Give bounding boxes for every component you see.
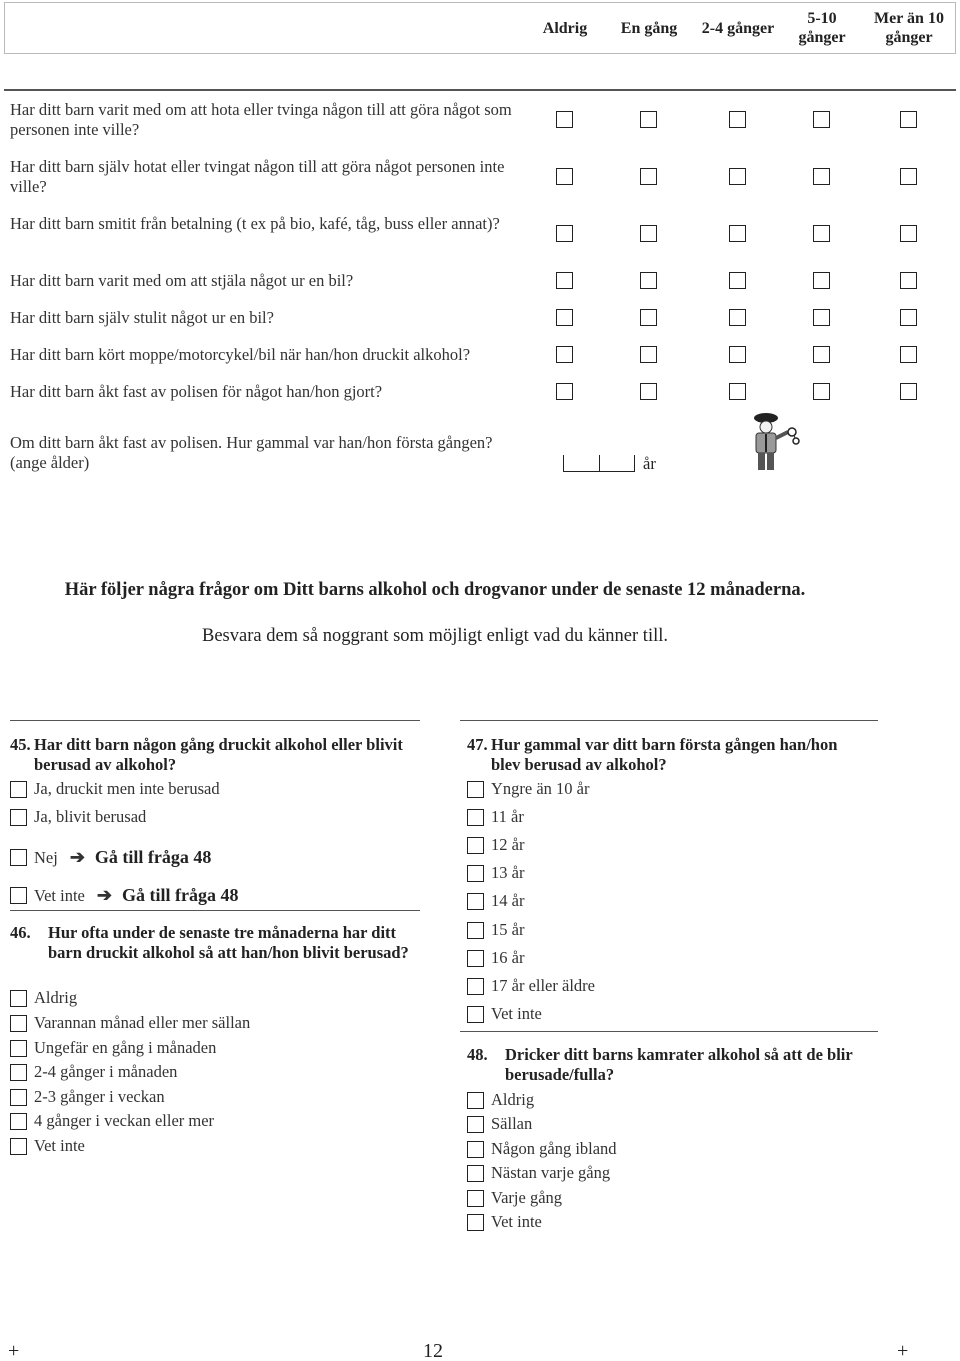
q47-option-17-plus[interactable]: 17 år eller äldre bbox=[467, 976, 595, 996]
checkbox[interactable] bbox=[467, 837, 484, 854]
checkbox[interactable] bbox=[10, 887, 27, 904]
q47-option-14[interactable]: 14 år bbox=[467, 891, 524, 911]
question-number: 45. bbox=[10, 735, 31, 754]
checkbox[interactable] bbox=[10, 1113, 27, 1130]
q47-option-under-10[interactable]: Yngre än 10 år bbox=[467, 779, 590, 799]
question-age-first-caught: Om ditt barn åkt fast av polisen. Hur gammal var han/hon första gången? (ange ålder) bbox=[10, 433, 493, 472]
q47-option-15[interactable]: 15 år bbox=[467, 920, 524, 940]
q48-option-always[interactable]: Varje gång bbox=[467, 1188, 562, 1208]
column-header-5-10: 5-10 gånger bbox=[798, 10, 846, 46]
checkbox[interactable] bbox=[10, 849, 27, 866]
checkbox[interactable] bbox=[900, 309, 917, 326]
question-text: Har ditt barn någon gång druckit alkohol eller blivit berusad av alkohol? bbox=[34, 735, 403, 774]
checkbox[interactable] bbox=[10, 1015, 27, 1032]
checkbox[interactable] bbox=[467, 978, 484, 995]
checkbox[interactable] bbox=[729, 346, 746, 363]
column-header-once: En gång bbox=[620, 19, 678, 37]
q46-option-2-3-weekly[interactable]: 2-3 gånger i veckan bbox=[10, 1087, 165, 1107]
q45-option-intoxicated[interactable]: Ja, blivit berusad bbox=[10, 807, 146, 827]
question-skip-payment: Har ditt barn smitit från betalning (t ex på bio, kafé, tåg, buss eller annat)? bbox=[10, 214, 500, 233]
question-car-theft-self: Har ditt barn själv stulit något ur en bil? bbox=[10, 308, 274, 327]
column-header-never: Aldrig bbox=[542, 19, 588, 37]
question-threaten-others-with: Har ditt barn varit med om att hota eller tvinga någon till att göra något som personen inte ville? bbox=[10, 100, 512, 139]
checkbox[interactable] bbox=[729, 168, 746, 185]
section-subtitle: Besvara dem så noggrant som möjligt enligt vad du känner till. bbox=[201, 626, 668, 646]
question-drunk-driving: Har ditt barn kört moppe/motorcykel/bil när han/hon druckit alkohol? bbox=[10, 345, 471, 364]
checkbox[interactable] bbox=[10, 1089, 27, 1106]
question-caught-by-police: Har ditt barn åkt fast av polisen för något han/hon gjort? bbox=[10, 382, 383, 401]
q47-option-12[interactable]: 12 år bbox=[467, 835, 524, 855]
section-title: Här följer några frågor om Ditt barns alkohol och drogvanor under de senaste 12 månaderna. bbox=[64, 580, 806, 600]
checkbox[interactable] bbox=[813, 383, 830, 400]
checkbox[interactable] bbox=[467, 1006, 484, 1023]
question-number: 46. bbox=[10, 923, 31, 942]
checkbox[interactable] bbox=[640, 272, 657, 289]
question-car-theft-with: Har ditt barn varit med om att stjäla något ur en bil? bbox=[10, 271, 354, 290]
question-number: 47. bbox=[467, 735, 488, 754]
checkbox[interactable] bbox=[10, 1040, 27, 1057]
divider bbox=[10, 720, 420, 721]
checkbox[interactable] bbox=[467, 781, 484, 798]
q45-option-no[interactable]: Nej ➔ Gå till fråga 48 bbox=[10, 847, 211, 868]
checkbox[interactable] bbox=[813, 346, 830, 363]
checkbox[interactable] bbox=[729, 309, 746, 326]
checkbox[interactable] bbox=[467, 922, 484, 939]
arrow-right-icon: ➔ bbox=[96, 885, 112, 905]
checkbox[interactable] bbox=[467, 893, 484, 910]
checkbox[interactable] bbox=[467, 1092, 484, 1109]
checkbox[interactable] bbox=[467, 865, 484, 882]
q47-option-16[interactable]: 16 år bbox=[467, 948, 524, 968]
checkbox[interactable] bbox=[640, 111, 657, 128]
age-digit-field-2[interactable] bbox=[599, 455, 635, 472]
question-text: Dricker ditt barns kamrater alkohol så att de blir berusade/fulla? bbox=[505, 1045, 853, 1084]
q46-option-never[interactable]: Aldrig bbox=[10, 988, 77, 1008]
question-text: Hur gammal var ditt barn första gången han/hon blev berusad av alkohol? bbox=[491, 735, 838, 774]
checkbox[interactable] bbox=[640, 225, 657, 242]
column-header-more-than-10: Mer än 10 gånger bbox=[874, 10, 944, 46]
question-number: 48. bbox=[467, 1045, 488, 1064]
age-unit-label: år bbox=[643, 454, 656, 473]
q46-option-monthly[interactable]: Ungefär en gång i månaden bbox=[10, 1038, 216, 1058]
checkbox[interactable] bbox=[467, 1141, 484, 1158]
q46-option-bimonthly[interactable]: Varannan månad eller mer sällan bbox=[10, 1013, 250, 1033]
checkbox[interactable] bbox=[556, 168, 573, 185]
checkbox[interactable] bbox=[640, 309, 657, 326]
checkbox[interactable] bbox=[813, 111, 830, 128]
divider bbox=[10, 910, 420, 911]
checkbox[interactable] bbox=[10, 809, 27, 826]
checkbox[interactable] bbox=[900, 225, 917, 242]
checkbox[interactable] bbox=[10, 1138, 27, 1155]
divider bbox=[460, 1031, 878, 1032]
question-text: Hur ofta under de senaste tre månaderna har ditt barn druckit alkohol så att han/hon blivit berusad? bbox=[48, 923, 409, 962]
checkbox[interactable] bbox=[640, 346, 657, 363]
checkbox[interactable] bbox=[467, 950, 484, 967]
police-officer-illustration bbox=[748, 410, 804, 474]
q46-option-dont-know[interactable]: Vet inte bbox=[10, 1136, 85, 1156]
checkbox[interactable] bbox=[467, 1165, 484, 1182]
checkbox[interactable] bbox=[556, 309, 573, 326]
q48-option-rarely[interactable]: Sällan bbox=[467, 1114, 532, 1134]
age-digit-field-1[interactable] bbox=[563, 455, 599, 472]
checkbox[interactable] bbox=[467, 809, 484, 826]
checkbox[interactable] bbox=[900, 272, 917, 289]
checkbox[interactable] bbox=[467, 1190, 484, 1207]
checkbox[interactable] bbox=[556, 383, 573, 400]
arrow-right-icon: ➔ bbox=[69, 847, 85, 867]
q46-option-2-4-monthly[interactable]: 2-4 gånger i månaden bbox=[10, 1062, 177, 1082]
checkbox[interactable] bbox=[640, 168, 657, 185]
checkbox[interactable] bbox=[640, 383, 657, 400]
question-47 bbox=[467, 735, 867, 775]
checkbox[interactable] bbox=[10, 990, 27, 1007]
table-top-rule bbox=[4, 89, 956, 91]
checkbox[interactable] bbox=[813, 309, 830, 326]
question-45 bbox=[10, 735, 420, 775]
footer-plus-left: + bbox=[8, 1340, 20, 1361]
checkbox[interactable] bbox=[556, 272, 573, 289]
checkbox[interactable] bbox=[10, 1064, 27, 1081]
checkbox[interactable] bbox=[900, 111, 917, 128]
q48-option-almost-always[interactable]: Nästan varje gång bbox=[467, 1163, 610, 1183]
checkbox[interactable] bbox=[467, 1214, 484, 1231]
checkbox[interactable] bbox=[900, 383, 917, 400]
q47-option-13[interactable]: 13 år bbox=[467, 863, 524, 883]
checkbox[interactable] bbox=[556, 111, 573, 128]
question-46 bbox=[10, 923, 410, 963]
checkbox[interactable] bbox=[556, 346, 573, 363]
q48-option-dont-know[interactable]: Vet inte bbox=[467, 1212, 542, 1232]
checkbox[interactable] bbox=[729, 225, 746, 242]
question-48 bbox=[467, 1045, 867, 1085]
checkbox[interactable] bbox=[10, 781, 27, 798]
checkbox[interactable] bbox=[729, 383, 746, 400]
q47-option-11[interactable]: 11 år bbox=[467, 807, 524, 827]
q48-option-never[interactable]: Aldrig bbox=[467, 1090, 534, 1110]
checkbox[interactable] bbox=[813, 168, 830, 185]
question-threaten-others-self: Har ditt barn själv hotat eller tvingat någon till att göra något personen inte ville? bbox=[10, 157, 505, 196]
checkbox[interactable] bbox=[729, 272, 746, 289]
footer-plus-right: + bbox=[897, 1340, 909, 1361]
q45-option-dont-know[interactable]: Vet inte ➔ Gå till fråga 48 bbox=[10, 885, 238, 906]
q46-option-4-weekly[interactable]: 4 gånger i veckan eller mer bbox=[10, 1111, 214, 1131]
q47-option-dont-know[interactable]: Vet inte bbox=[467, 1004, 542, 1024]
checkbox[interactable] bbox=[467, 1116, 484, 1133]
q45-option-drunk-not-intoxicated[interactable]: Ja, druckit men inte berusad bbox=[10, 779, 220, 799]
checkbox[interactable] bbox=[729, 111, 746, 128]
checkbox[interactable] bbox=[813, 272, 830, 289]
column-header-2-4: 2-4 gånger bbox=[701, 19, 775, 37]
checkbox[interactable] bbox=[900, 346, 917, 363]
checkbox[interactable] bbox=[813, 225, 830, 242]
q48-option-sometimes[interactable]: Någon gång ibland bbox=[467, 1139, 617, 1159]
checkbox[interactable] bbox=[900, 168, 917, 185]
page-number: 12 bbox=[423, 1340, 443, 1361]
checkbox[interactable] bbox=[556, 225, 573, 242]
divider bbox=[460, 720, 878, 721]
